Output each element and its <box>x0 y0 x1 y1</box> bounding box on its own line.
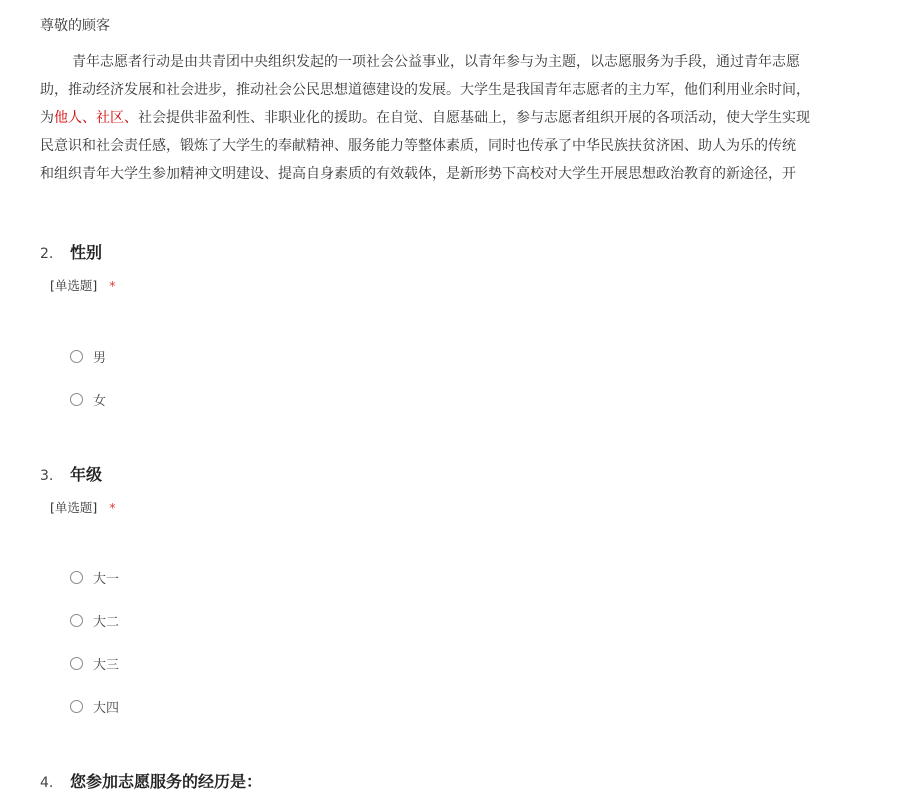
question-number: 2. <box>40 246 54 262</box>
question-header <box>40 769 262 793</box>
option-label: 大四 <box>93 701 120 716</box>
option-sophomore[interactable] <box>70 599 119 642</box>
question-gender <box>40 240 116 294</box>
option-label: 男 <box>93 351 107 366</box>
grade-options <box>70 556 119 728</box>
gender-options <box>70 335 106 421</box>
option-label: 大三 <box>93 658 120 673</box>
intro-text: 社会提供非盈利性、非职业化的援助。在自觉、自愿基础上，参与志愿者组织开展的各项活动，使大学生实现 <box>138 110 810 126</box>
radio-button[interactable] <box>70 614 83 627</box>
question-header <box>40 462 116 486</box>
question-title: 年级 <box>70 465 103 484</box>
intro-line: 青年志愿者行动是由共青团中央组织发起的一项社会公益事业，以青年参与为主题，以志愿服务为手段，通过青年志愿 <box>72 54 800 70</box>
option-label: 大二 <box>93 615 120 630</box>
question-type-label <box>50 498 116 516</box>
intro-text: 为 <box>40 110 54 126</box>
radio-button[interactable] <box>70 350 83 363</box>
intro-highlight: 他人、社区、 <box>54 110 138 126</box>
question-title: 您参加志愿服务的经历是： <box>70 772 263 791</box>
question-type: [单选题] <box>50 278 98 293</box>
option-label: 女 <box>93 394 107 409</box>
question-volunteer-experience <box>40 769 262 793</box>
question-number: 4. <box>40 775 54 791</box>
option-junior[interactable] <box>70 642 119 685</box>
question-type-label <box>50 276 116 294</box>
greeting-text: 尊敬的顾客 <box>40 18 110 34</box>
radio-button[interactable] <box>70 571 83 584</box>
required-mark: * <box>109 500 116 515</box>
question-grade <box>40 462 116 516</box>
intro-line: 民意识和社会责任感，锻炼了大学生的奉献精神、服务能力等整体素质，同时也传承了中华民族扶贫济困、助人为乐的传统 <box>40 138 796 154</box>
radio-button[interactable] <box>70 657 83 670</box>
option-freshman[interactable] <box>70 556 119 599</box>
option-male[interactable] <box>70 335 106 378</box>
question-type: [单选题] <box>50 500 98 515</box>
question-title: 性别 <box>70 243 103 262</box>
intro-line: 助，推动经济发展和社会进步，推动社会公民思想道德建设的发展。大学生是我国青年志愿者的主力军，他们利用业余时间， <box>40 82 810 98</box>
radio-button[interactable] <box>70 393 83 406</box>
required-mark: * <box>109 278 116 293</box>
option-label: 大一 <box>93 572 120 587</box>
option-female[interactable] <box>70 378 106 421</box>
question-number: 3. <box>40 468 54 484</box>
option-senior[interactable] <box>70 685 119 728</box>
intro-paragraph <box>40 50 900 190</box>
question-header <box>40 240 116 264</box>
radio-button[interactable] <box>70 700 83 713</box>
intro-line <box>40 106 900 134</box>
intro-line: 和组织青年大学生参加精神文明建设、提高自身素质的有效载体，是新形势下高校对大学生开展思想政治教育的新途径，开 <box>40 166 796 182</box>
